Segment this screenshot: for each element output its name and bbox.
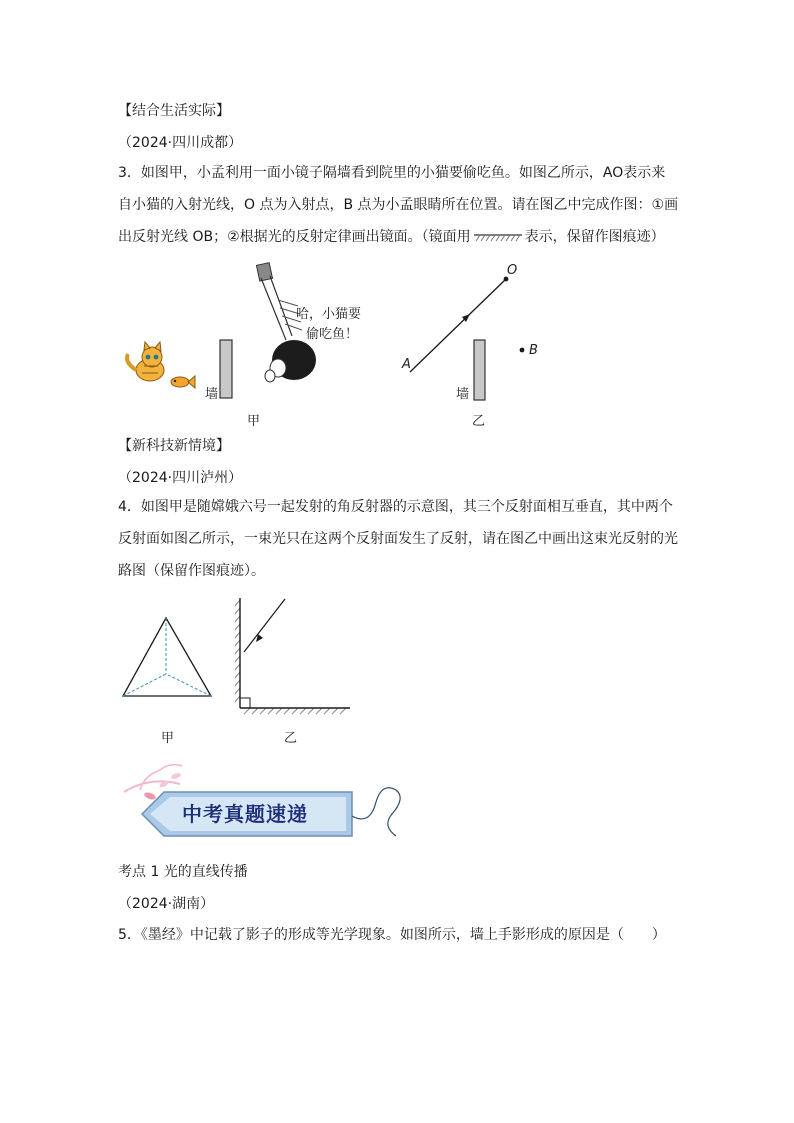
question-4-line-1: 4．如图甲是随嫦娥六号一起发射的角反射器的示意图，其三个反射面相互垂直，其中两个	[118, 499, 673, 515]
question-3-line-2: 自小猫的入射光线，O 点为入射点，B 点为小孟眼睛所在位置。请在图乙中完成作图：①画	[118, 197, 679, 213]
fish-illustration	[171, 376, 195, 388]
figure-jia-cat-boy	[118, 262, 368, 432]
reflector-outline	[123, 618, 211, 696]
speech-bubble-line-2: 偷吃鱼！	[306, 327, 359, 342]
figure-yi-ray-diagram	[398, 262, 558, 412]
question-4	[118, 491, 678, 587]
label-b: B	[529, 343, 538, 358]
section-heading-life: 【结合生活实际】	[118, 103, 230, 119]
banner-title: 中考真题速递	[182, 802, 308, 826]
point-b	[520, 348, 525, 353]
section-heading-tech: 【新科技新情境】	[118, 438, 230, 454]
mirror-symbol-icon	[472, 232, 524, 242]
question-3	[118, 157, 678, 253]
wall-label: 墙	[205, 387, 219, 402]
question-4-line-2: 反射面如图乙所示，一束光只在这两个反射面发生了反射，请在图乙中画出这束光反射的光	[118, 531, 678, 547]
exam-point: 考点 1 光的直线传播	[118, 864, 248, 880]
question-source: （2024·四川泸州）	[118, 470, 243, 486]
question-3-line-3-tail: 表示，保留作图痕迹）	[524, 229, 665, 245]
figure-yi-caption: 乙	[284, 731, 298, 746]
question-3-line-1: 3．如图甲，小孟利用一面小镜子隔墙看到院里的小猫要偷吃鱼。如图乙所示，AO表示来	[118, 165, 666, 181]
section-banner	[120, 762, 410, 844]
label-a: A	[402, 357, 411, 372]
wall-shape	[220, 340, 232, 398]
light-ray	[244, 599, 285, 652]
cat-illustration	[127, 342, 164, 381]
wall-label: 墙	[456, 387, 470, 402]
figure-corner-reflector	[118, 610, 218, 705]
figure-perpendicular-mirrors	[230, 594, 355, 720]
question-source: （2024·四川成都）	[118, 135, 243, 151]
label-o: O	[507, 263, 518, 278]
incident-ray-ao	[410, 279, 506, 372]
question-3-line-3-text: 出反射光线 OB；②根据光的反射定律画出镜面。（镜面用	[118, 229, 471, 245]
question-source: （2024·湖南）	[118, 896, 215, 912]
question-5: 5．《墨经》中记载了影子的形成等光学现象。如图所示，墙上手影形成的原因是（ ）	[118, 927, 666, 943]
wall-shape	[474, 340, 485, 400]
boy-illustration	[256, 263, 316, 382]
right-angle-icon	[240, 698, 250, 708]
figure-yi-caption: 乙	[472, 414, 486, 429]
question-3-line-3	[118, 221, 678, 253]
figure-jia-caption: 甲	[247, 414, 261, 429]
figure-jia-caption: 甲	[161, 731, 175, 746]
speech-bubble-line-1: 哈，小猫要	[296, 307, 362, 322]
question-4-line-3: 路图（保留作图痕迹）。	[118, 563, 265, 579]
